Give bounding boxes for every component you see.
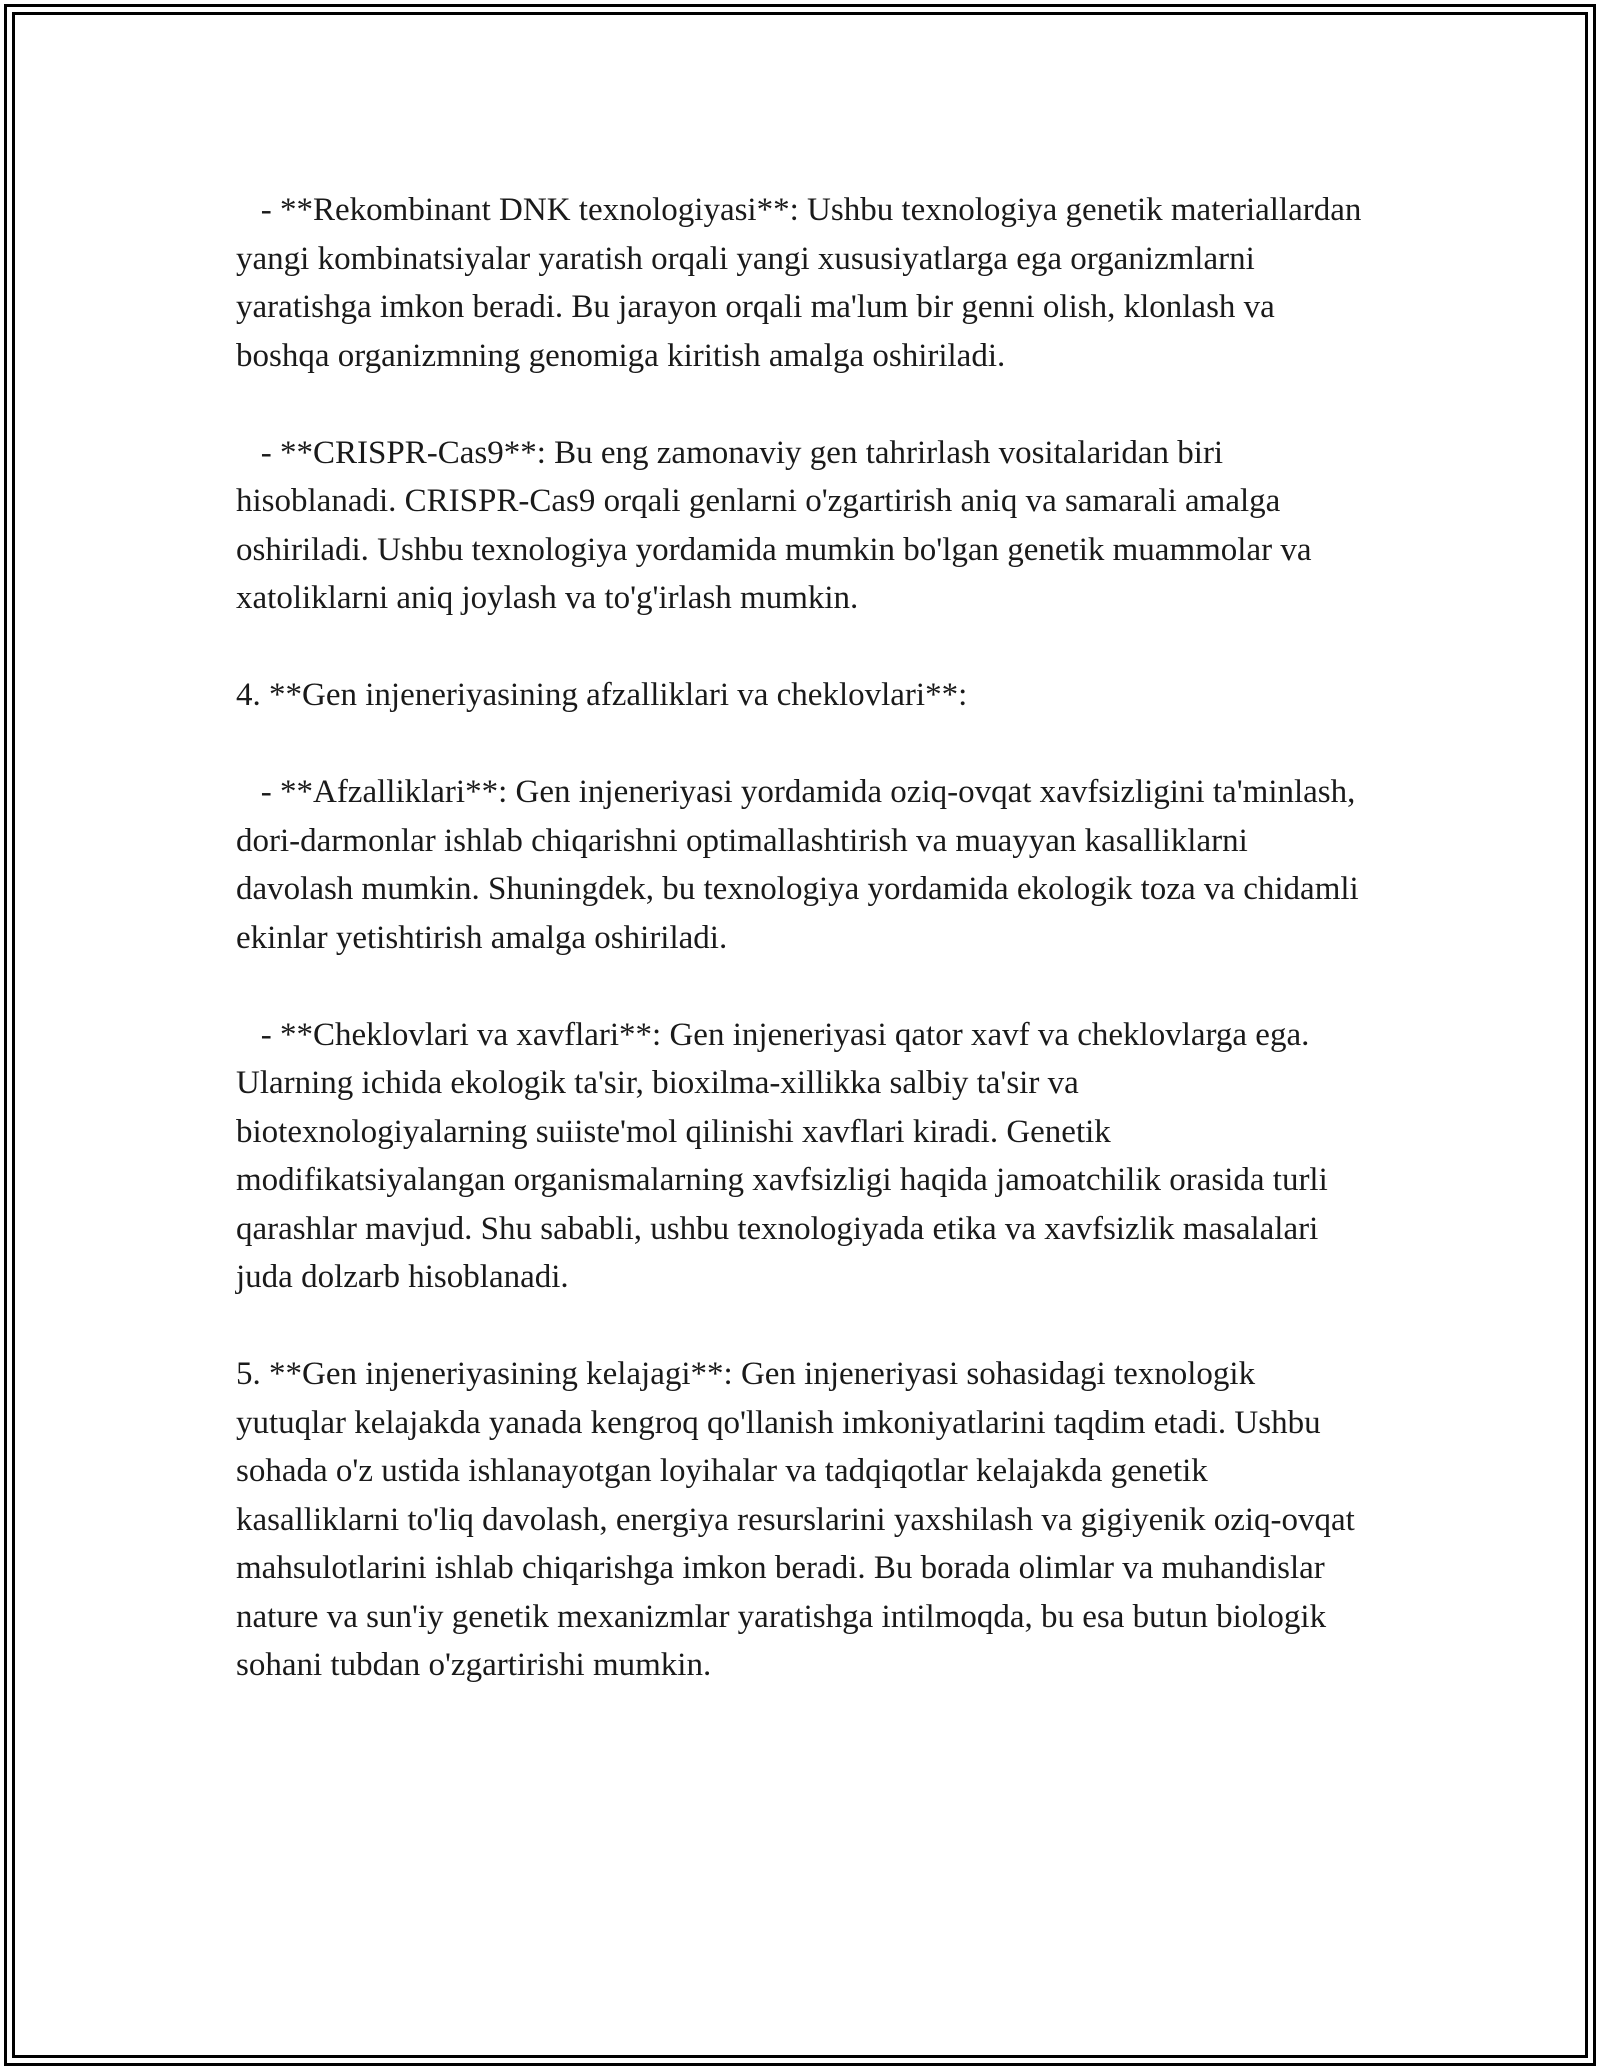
paragraph-cheklovlari-xavflari: - **Cheklovlari va xavflari**: Gen injeneriyasi qator xavf va cheklovlarga ega. Ularning ichida ekologik ta'sir, bioxilma-xillikka salbiy ta'sir va biotexnologiyalarning suiiste'mol qilinishi xavflari kiradi. Genetik modifikatsiyalangan organismalarning xavfsizligi haqida jamoatchilik orasida turli qarashlar mavjud. Shu sababli, ushbu texnologiyada etika va xavfsizlik masalalari juda dolzarb hisoblanadi. [236, 1016, 1337, 1295]
heading-afzalliklari-cheklovlari: 4. **Gen injeneriyasining afzalliklari va cheklovlari**: [236, 677, 968, 713]
paragraph-rekombinant-dnk: - **Rekombinant DNK texnologiyasi**: Ushbu texnologiya genetik materiallardan yangi kombinatsiyalar yaratish orqali yangi xususiyatlarga ega organizmlarni yaratishga imkon beradi. Bu jarayon orqali ma'lum bir genni olish, klonlash va boshqa organizmning genomiga kiritish amalga oshiriladi. [236, 192, 1370, 374]
paragraph-afzalliklari: - **Afzalliklari**: Gen injeneriyasi yordamida oziq-ovqat xavfsizligini ta'minlash, dori-darmonlar ishlab chiqarishni optimallashtirish va muayyan kasalliklarni davolash mumkin. Shuningdek, bu texnologiya yordamida ekologik toza va chidamli ekinlar yetishtirish amalga oshiriladi. [236, 774, 1367, 956]
document-body [236, 186, 1370, 1690]
paragraph-crispr-cas9: - **CRISPR-Cas9**: Bu eng zamonaviy gen tahrirlash vositalaridan biri hisoblanadi. CRISPR-Cas9 orqali genlarni o'zgartirish aniq va samarali amalga oshiriladi. Ushbu texnologiya yordamida mumkin bo'lgan genetik muammolar va xatoliklarni aniq joylash va to'g'irlash mumkin. [236, 434, 1320, 616]
paragraph-kelajagi: 5. **Gen injeneriyasining kelajagi**: Gen injeneriyasi sohasidagi texnologik yutuqlar kelajakda yanada kengroq qo'llanish imkoniyatlarini taqdim etadi. Ushbu sohada o'z ustida ishlanayotgan loyihalar va tadqiqotlar kelajakda genetik kasalliklarni to'liq davolash, energiya resurslarini yaxshilash va gigiyenik oziq-ovqat mahsulotlarini ishlab chiqarishga imkon beradi. Bu borada olimlar va muhandislar nature va sun'iy genetik mexanizmlar yaratishga intilmoqda, bu esa butun biologik sohani tubdan o'zgartirishi mumkin. [236, 1356, 1364, 1683]
